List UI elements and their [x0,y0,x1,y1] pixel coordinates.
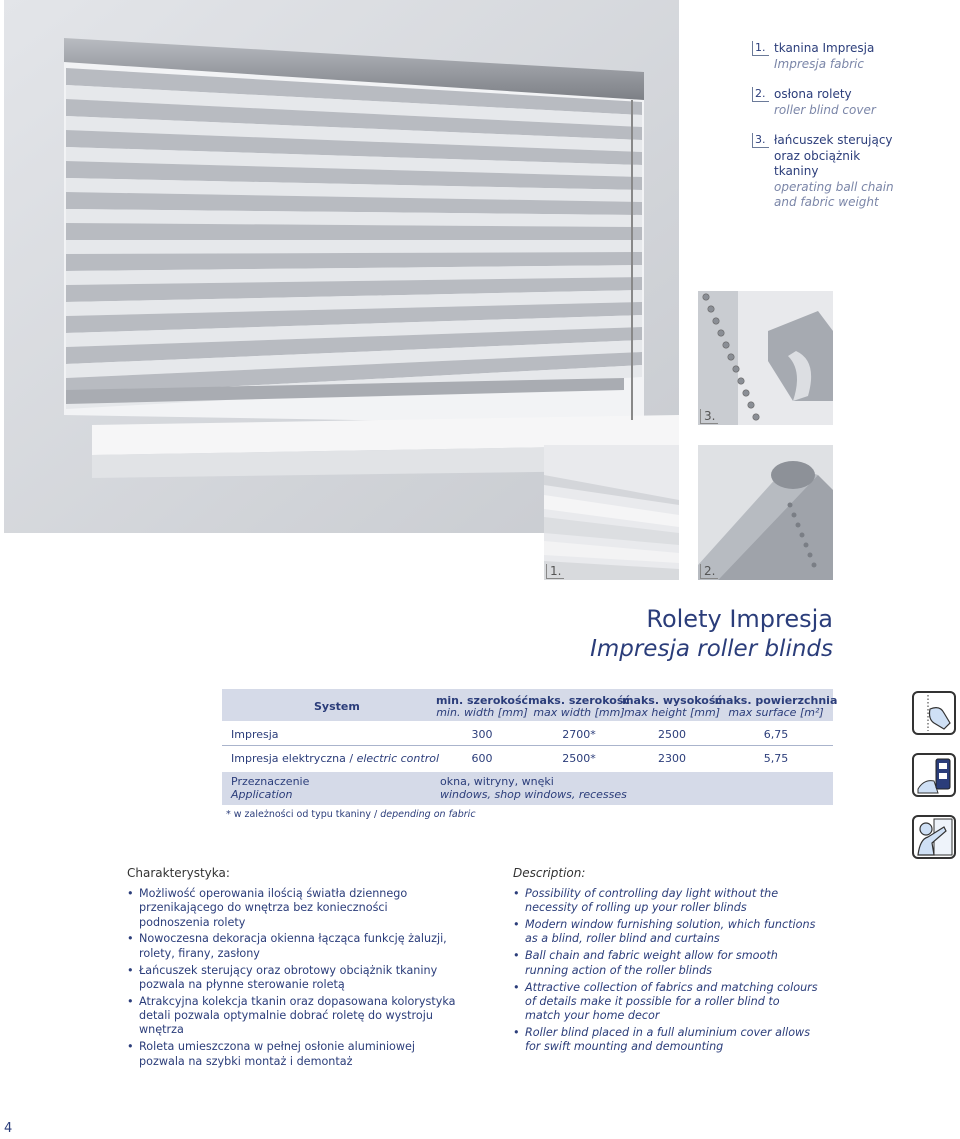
person-window-icon [912,815,956,859]
application-value-en: windows, shop windows, recesses [440,787,627,801]
application-label-pl: Przeznaczenie [231,775,310,788]
list-item: • Modern window furnishing solution, which functions as a blind, roller blind and curtains [513,918,818,947]
row-divider [222,745,833,746]
table-footnote [226,809,476,820]
cell-max-height: 2500 [658,728,686,741]
legend-label-en: roller blind cover [774,102,876,117]
application-value [440,776,627,801]
col-label-pl: min. szerokość [435,694,529,707]
detail-photo-fabric [544,445,679,580]
fabric-stripe-light [66,240,642,254]
features-heading-en: Description: [513,866,586,880]
features-list-pl [127,887,457,1072]
col-label-en: max height [mm] [623,706,721,719]
list-item: • Możliwość operowania ilością światła dziennego przenikającego do wnętrza bez konieczności podnoszenia rolety [127,887,457,930]
legend-label-en: operating ball chain and fabric weight [774,179,894,209]
application-label-en: Application [231,787,293,801]
row-name: Impresja [231,728,279,741]
cell-max-width: 2700* [562,728,596,741]
cell-max-surface: 6,75 [763,728,789,741]
col-label-en: max width [mm] [533,706,625,719]
legend-label-pl: osłona rolety [774,87,852,101]
table-header-col [710,695,842,719]
detail-photo-cover [698,445,833,580]
spec-table [222,689,838,805]
footnote-en: depending on fabric [380,809,476,820]
cell-max-height: 2300 [658,752,686,765]
row-name-pl: Impresja elektryczna / [231,752,357,765]
list-item: • Roleta umieszczona w pełnej osłonie aluminiowej pozwala na szybki montaż i demontaż [127,1040,457,1069]
cell-min-width: 600 [471,752,493,765]
legend-label-en: Impresja fabric [774,56,864,71]
row-name-en: electric control [356,752,440,765]
col-label-pl: maks. wysokość [622,694,722,707]
list-item: • Atrakcyjna kolekcja tkanin oraz dopasowana kolorystyka detali pozwala optymalnie dobrać roletę do wystroju wnętrza [127,995,457,1038]
list-item: • Ball chain and fabric weight allow for smooth running action of the roller blinds [513,949,818,978]
page-number: 4 [4,1121,13,1136]
col-label-pl: maks. szerokość [528,694,630,707]
application-value-pl: okna, witryny, wnęki [440,775,554,788]
legend-item-1 [752,41,874,72]
page-subtitle: Impresja roller blinds [590,636,833,662]
photo-label-3: 3. [700,409,718,424]
legend-label-pl: tkanina Impresja [774,41,875,55]
legend-number: 1. [752,41,769,56]
footnote-pl: * w zależności od typu tkaniny / [226,809,381,820]
col-label-en: max surface [m²] [728,706,824,719]
table-header-system: System [314,700,360,713]
legend-label-pl: łańcuszek sterujący oraz obciążnik tkaniny [774,133,893,178]
col-label-en: min. width [mm] [436,706,528,719]
legend-item-2 [752,87,876,118]
remote-control-icon [912,753,956,797]
list-item: • Possibility of controlling day light without the necessity of rolling up your roller blinds [513,887,818,916]
list-item: • Łańcuszek sterujący oraz obrotowy obciążnik tkaniny pozwala na płynne sterowanie roletą [127,964,457,993]
cell-max-surface: 5,75 [763,752,789,765]
list-item: • Nowoczesna dekoracja okienna łącząca funkcję żaluzji, rolety, firany, zasłony [127,932,457,961]
features-list-en [513,887,818,1057]
application-label [231,776,309,801]
legend-number: 2. [752,87,769,102]
hand-chain-icon [912,691,956,735]
legend-item-3 [752,133,902,211]
cell-max-width: 2500* [562,752,596,765]
list-item: • Roller blind placed in a full aluminium cover allows for swift mounting and demounting [513,1026,818,1055]
cell-min-width: 300 [471,728,493,741]
col-label-pl: maks. powierzchnia [714,694,838,707]
features-heading-pl: Charakterystyka: [127,866,230,880]
list-item: • Attractive collection of fabrics and matching colours of details make it possible for a roller blind to match your home decor [513,981,818,1024]
page-title: Rolety Impresja [646,605,833,633]
row-name [231,752,439,765]
detail-photo-chain [698,291,833,425]
photo-label-1: 1. [546,564,564,579]
photo-label-2: 2. [700,564,718,579]
legend-number: 3. [752,133,769,148]
